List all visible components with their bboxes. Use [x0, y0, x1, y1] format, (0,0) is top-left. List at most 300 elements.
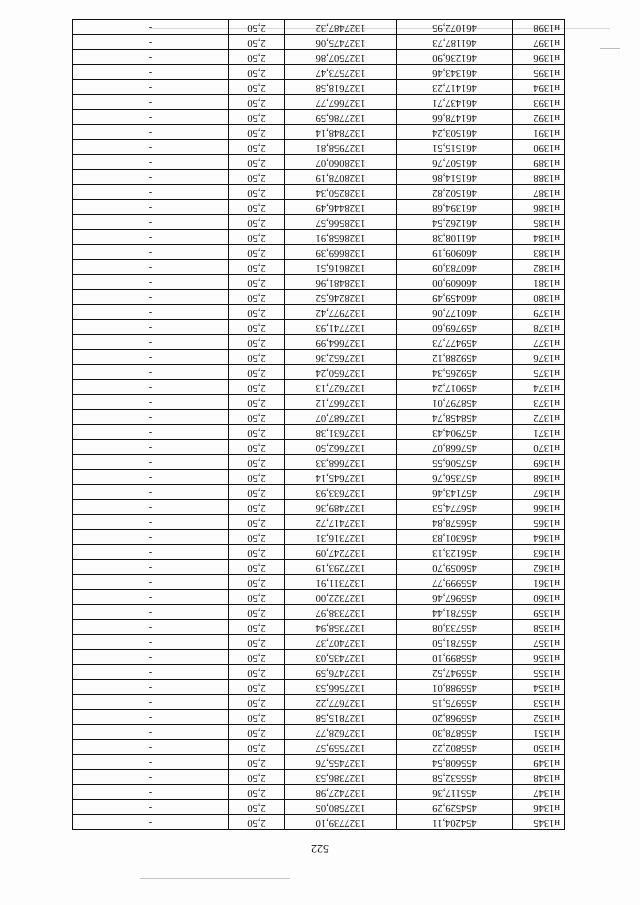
- note-cell: -: [73, 110, 229, 125]
- tolerance-cell: 2,50: [229, 530, 285, 545]
- point-id-cell: н1394: [513, 80, 565, 95]
- x-coordinate-cell: 460459,49: [397, 290, 513, 305]
- tolerance-cell: 2,50: [229, 605, 285, 620]
- tolerance-cell: 2,50: [229, 485, 285, 500]
- point-id-cell: н1385: [513, 215, 565, 230]
- x-coordinate-cell: 461503,24: [397, 125, 513, 140]
- y-coordinate-cell: 1327322,00: [285, 590, 397, 605]
- table-row: [73, 365, 565, 380]
- tolerance-cell: 2,50: [229, 635, 285, 650]
- point-id-cell: н1379: [513, 305, 565, 320]
- point-id-cell: н1371: [513, 425, 565, 440]
- x-coordinate-cell: 461417,23: [397, 80, 513, 95]
- tolerance-cell: 2,50: [229, 755, 285, 770]
- page-number: 522: [311, 842, 329, 856]
- tolerance-cell: 2,50: [229, 440, 285, 455]
- point-id-cell: н1398: [513, 20, 565, 35]
- table-row: [73, 320, 565, 335]
- y-coordinate-cell: 1328566,57: [285, 215, 397, 230]
- x-coordinate-cell: 459477,73: [397, 335, 513, 350]
- note-cell: -: [73, 755, 229, 770]
- x-coordinate-cell: 459288,12: [397, 350, 513, 365]
- note-cell: -: [73, 530, 229, 545]
- x-coordinate-cell: 456578,84: [397, 515, 513, 530]
- table-row: [73, 260, 565, 275]
- note-cell: -: [73, 665, 229, 680]
- y-coordinate-cell: 1327559,57: [285, 740, 397, 755]
- tolerance-cell: 2,50: [229, 335, 285, 350]
- x-coordinate-cell: 455781,50: [397, 635, 513, 650]
- x-coordinate-cell: 455968,20: [397, 710, 513, 725]
- x-coordinate-cell: 461394,68: [397, 200, 513, 215]
- note-cell: -: [73, 605, 229, 620]
- y-coordinate-cell: 1327435,03: [285, 650, 397, 665]
- point-id-cell: н1360: [513, 590, 565, 605]
- note-cell: -: [73, 320, 229, 335]
- y-coordinate-cell: 1327652,36: [285, 350, 397, 365]
- y-coordinate-cell: 1327668,33: [285, 455, 397, 470]
- tolerance-cell: 2,50: [229, 395, 285, 410]
- y-coordinate-cell: 1327650,24: [285, 365, 397, 380]
- table-row: [73, 95, 565, 110]
- note-cell: -: [73, 410, 229, 425]
- tolerance-cell: 2,50: [229, 350, 285, 365]
- point-id-cell: н1383: [513, 245, 565, 260]
- point-id-cell: н1356: [513, 650, 565, 665]
- note-cell: -: [73, 200, 229, 215]
- note-cell: -: [73, 380, 229, 395]
- y-coordinate-cell: 1327338,97: [285, 605, 397, 620]
- x-coordinate-cell: 460177,06: [397, 305, 513, 320]
- tolerance-cell: 2,50: [229, 515, 285, 530]
- y-coordinate-cell: 1327489,36: [285, 500, 397, 515]
- point-id-cell: н1347: [513, 785, 565, 800]
- note-cell: -: [73, 305, 229, 320]
- table-row: [73, 65, 565, 80]
- tolerance-cell: 2,50: [229, 185, 285, 200]
- point-id-cell: н1345: [513, 815, 565, 830]
- x-coordinate-cell: 457143,46: [397, 485, 513, 500]
- table-row: [73, 80, 565, 95]
- point-id-cell: н1388: [513, 170, 565, 185]
- table-row: [73, 425, 565, 440]
- y-coordinate-cell: 1328246,52: [285, 290, 397, 305]
- x-coordinate-cell: 461072,95: [397, 20, 513, 35]
- y-coordinate-cell: 1327386,53: [285, 770, 397, 785]
- table-row: [73, 815, 565, 830]
- note-cell: -: [73, 500, 229, 515]
- point-id-cell: н1361: [513, 575, 565, 590]
- note-cell: -: [73, 20, 229, 35]
- note-cell: -: [73, 155, 229, 170]
- note-cell: -: [73, 185, 229, 200]
- table-row: [73, 275, 565, 290]
- point-id-cell: н1364: [513, 530, 565, 545]
- note-cell: -: [73, 275, 229, 290]
- point-id-cell: н1380: [513, 290, 565, 305]
- table-row: [73, 20, 565, 35]
- note-cell: -: [73, 95, 229, 110]
- x-coordinate-cell: 455947,52: [397, 665, 513, 680]
- table-row: [73, 35, 565, 50]
- point-id-cell: н1372: [513, 410, 565, 425]
- tolerance-cell: 2,50: [229, 140, 285, 155]
- note-cell: -: [73, 425, 229, 440]
- tolerance-cell: 2,50: [229, 50, 285, 65]
- note-cell: -: [73, 395, 229, 410]
- note-cell: -: [73, 140, 229, 155]
- y-coordinate-cell: 1327958,81: [285, 140, 397, 155]
- note-cell: -: [73, 725, 229, 740]
- tolerance-cell: 2,50: [229, 740, 285, 755]
- point-id-cell: н1395: [513, 65, 565, 80]
- x-coordinate-cell: 455988,01: [397, 680, 513, 695]
- x-coordinate-cell: 457506,55: [397, 455, 513, 470]
- note-cell: -: [73, 125, 229, 140]
- y-coordinate-cell: 1327427,98: [285, 785, 397, 800]
- table-row: [73, 350, 565, 365]
- note-cell: -: [73, 740, 229, 755]
- point-id-cell: н1351: [513, 725, 565, 740]
- tolerance-cell: 2,50: [229, 260, 285, 275]
- x-coordinate-cell: 454529,29: [397, 800, 513, 815]
- y-coordinate-cell: 1327580,05: [285, 800, 397, 815]
- tolerance-cell: 2,50: [229, 290, 285, 305]
- note-cell: -: [73, 815, 229, 830]
- x-coordinate-cell: 461507,76: [397, 155, 513, 170]
- point-id-cell: н1382: [513, 260, 565, 275]
- x-coordinate-cell: 455532,58: [397, 770, 513, 785]
- table-row: [73, 170, 565, 185]
- x-coordinate-cell: 455733,08: [397, 620, 513, 635]
- table-row: [73, 665, 565, 680]
- table-row: [73, 695, 565, 710]
- tolerance-cell: 2,50: [229, 380, 285, 395]
- note-cell: -: [73, 50, 229, 65]
- x-coordinate-cell: 455899,10: [397, 650, 513, 665]
- note-cell: -: [73, 515, 229, 530]
- note-cell: -: [73, 335, 229, 350]
- y-coordinate-cell: 1327475,06: [285, 35, 397, 50]
- table-row: [73, 395, 565, 410]
- note-cell: -: [73, 620, 229, 635]
- y-coordinate-cell: 1327848,14: [285, 125, 397, 140]
- table-row: [73, 575, 565, 590]
- note-cell: -: [73, 785, 229, 800]
- tolerance-cell: 2,50: [229, 65, 285, 80]
- tolerance-cell: 2,50: [229, 725, 285, 740]
- tolerance-cell: 2,50: [229, 215, 285, 230]
- tolerance-cell: 2,50: [229, 230, 285, 245]
- tolerance-cell: 2,50: [229, 305, 285, 320]
- y-coordinate-cell: 1327631,38: [285, 425, 397, 440]
- table-row: [73, 455, 565, 470]
- point-id-cell: н1392: [513, 110, 565, 125]
- x-coordinate-cell: 461262,54: [397, 215, 513, 230]
- point-id-cell: н1367: [513, 485, 565, 500]
- point-id-cell: н1366: [513, 500, 565, 515]
- y-coordinate-cell: 1327628,77: [285, 725, 397, 740]
- y-coordinate-cell: 1327417,72: [285, 515, 397, 530]
- note-cell: -: [73, 575, 229, 590]
- note-cell: -: [73, 170, 229, 185]
- y-coordinate-cell: 1327977,42: [285, 305, 397, 320]
- table-row: [73, 755, 565, 770]
- x-coordinate-cell: 459017,24: [397, 380, 513, 395]
- note-cell: -: [73, 440, 229, 455]
- table-row: [73, 470, 565, 485]
- x-coordinate-cell: 459769,60: [397, 320, 513, 335]
- x-coordinate-cell: 459265,34: [397, 365, 513, 380]
- note-cell: -: [73, 545, 229, 560]
- table-row: [73, 215, 565, 230]
- y-coordinate-cell: 1327662,50: [285, 440, 397, 455]
- note-cell: -: [73, 80, 229, 95]
- table-row: [73, 335, 565, 350]
- note-cell: -: [73, 245, 229, 260]
- point-id-cell: н1365: [513, 515, 565, 530]
- y-coordinate-cell: 1327786,59: [285, 110, 397, 125]
- point-id-cell: н1390: [513, 140, 565, 155]
- x-coordinate-cell: 455967,46: [397, 590, 513, 605]
- point-id-cell: н1350: [513, 740, 565, 755]
- tolerance-cell: 2,50: [229, 365, 285, 380]
- y-coordinate-cell: 1327645,14: [285, 470, 397, 485]
- x-coordinate-cell: 455781,44: [397, 605, 513, 620]
- point-id-cell: н1355: [513, 665, 565, 680]
- x-coordinate-cell: 455878,30: [397, 725, 513, 740]
- tolerance-cell: 2,50: [229, 620, 285, 635]
- point-id-cell: н1396: [513, 50, 565, 65]
- point-id-cell: н1377: [513, 335, 565, 350]
- x-coordinate-cell: 461437,71: [397, 95, 513, 110]
- x-coordinate-cell: 460783,09: [397, 260, 513, 275]
- note-cell: -: [73, 35, 229, 50]
- y-coordinate-cell: 1327573,47: [285, 65, 397, 80]
- table-row: [73, 590, 565, 605]
- table-row: [73, 770, 565, 785]
- note-cell: -: [73, 590, 229, 605]
- point-id-cell: н1368: [513, 470, 565, 485]
- y-coordinate-cell: 1327618,58: [285, 80, 397, 95]
- y-coordinate-cell: 1328616,51: [285, 260, 397, 275]
- point-id-cell: н1363: [513, 545, 565, 560]
- table-row: [73, 560, 565, 575]
- point-id-cell: н1370: [513, 440, 565, 455]
- table-row: [73, 185, 565, 200]
- tolerance-cell: 2,50: [229, 80, 285, 95]
- point-id-cell: н1353: [513, 695, 565, 710]
- x-coordinate-cell: 457668,07: [397, 440, 513, 455]
- note-cell: -: [73, 350, 229, 365]
- table-row: [73, 50, 565, 65]
- y-coordinate-cell: 1327507,86: [285, 50, 397, 65]
- tolerance-cell: 2,50: [229, 245, 285, 260]
- tolerance-cell: 2,50: [229, 590, 285, 605]
- x-coordinate-cell: 461514,86: [397, 170, 513, 185]
- x-coordinate-cell: 455975,15: [397, 695, 513, 710]
- y-coordinate-cell: 1327667,12: [285, 395, 397, 410]
- table-row: [73, 125, 565, 140]
- tolerance-cell: 2,50: [229, 785, 285, 800]
- point-id-cell: н1349: [513, 755, 565, 770]
- note-cell: -: [73, 770, 229, 785]
- point-id-cell: н1357: [513, 635, 565, 650]
- y-coordinate-cell: 1327687,07: [285, 410, 397, 425]
- tolerance-cell: 2,50: [229, 320, 285, 335]
- point-id-cell: н1376: [513, 350, 565, 365]
- y-coordinate-cell: 1327627,13: [285, 380, 397, 395]
- tolerance-cell: 2,50: [229, 95, 285, 110]
- note-cell: -: [73, 800, 229, 815]
- y-coordinate-cell: 1328060,07: [285, 155, 397, 170]
- point-id-cell: н1352: [513, 710, 565, 725]
- point-id-cell: н1391: [513, 125, 565, 140]
- y-coordinate-cell: 1327677,22: [285, 695, 397, 710]
- table-row: [73, 800, 565, 815]
- tolerance-cell: 2,50: [229, 410, 285, 425]
- table-row: [73, 110, 565, 125]
- y-coordinate-cell: 1327311,91: [285, 575, 397, 590]
- y-coordinate-cell: 1328250,34: [285, 185, 397, 200]
- y-coordinate-cell: 1327566,53: [285, 680, 397, 695]
- y-coordinate-cell: 1327739,10: [285, 815, 397, 830]
- y-coordinate-cell: 1327476,59: [285, 665, 397, 680]
- y-coordinate-cell: 1328669,39: [285, 245, 397, 260]
- x-coordinate-cell: 455999,77: [397, 575, 513, 590]
- note-cell: -: [73, 215, 229, 230]
- y-coordinate-cell: 1328481,96: [285, 275, 397, 290]
- y-coordinate-cell: 1327247,09: [285, 545, 397, 560]
- tolerance-cell: 2,50: [229, 665, 285, 680]
- x-coordinate-cell: 461502,82: [397, 185, 513, 200]
- point-id-cell: н1362: [513, 560, 565, 575]
- point-id-cell: н1374: [513, 380, 565, 395]
- table-row: [73, 500, 565, 515]
- point-id-cell: н1397: [513, 35, 565, 50]
- table-row: [73, 440, 565, 455]
- tolerance-cell: 2,50: [229, 680, 285, 695]
- y-coordinate-cell: 1327664,99: [285, 335, 397, 350]
- tolerance-cell: 2,50: [229, 455, 285, 470]
- table-row: [73, 740, 565, 755]
- note-cell: -: [73, 650, 229, 665]
- note-cell: -: [73, 485, 229, 500]
- tolerance-cell: 2,50: [229, 170, 285, 185]
- note-cell: -: [73, 560, 229, 575]
- note-cell: -: [73, 680, 229, 695]
- x-coordinate-cell: 456301,83: [397, 530, 513, 545]
- table-row: [73, 680, 565, 695]
- table-row: [73, 485, 565, 500]
- table-row: [73, 725, 565, 740]
- y-coordinate-cell: 1328078,19: [285, 170, 397, 185]
- x-coordinate-cell: 456059,70: [397, 560, 513, 575]
- tolerance-cell: 2,50: [229, 470, 285, 485]
- table-row: [73, 635, 565, 650]
- table-row: [73, 155, 565, 170]
- table-row: [73, 380, 565, 395]
- y-coordinate-cell: 1327815,58: [285, 710, 397, 725]
- table-row: [73, 530, 565, 545]
- y-coordinate-cell: 1327455,76: [285, 755, 397, 770]
- coordinates-table: [72, 19, 565, 830]
- tolerance-cell: 2,50: [229, 800, 285, 815]
- tolerance-cell: 2,50: [229, 35, 285, 50]
- table-row: [73, 305, 565, 320]
- note-cell: -: [73, 695, 229, 710]
- tolerance-cell: 2,50: [229, 650, 285, 665]
- point-id-cell: н1381: [513, 275, 565, 290]
- x-coordinate-cell: 457356,76: [397, 470, 513, 485]
- point-id-cell: н1346: [513, 800, 565, 815]
- x-coordinate-cell: 458458,74: [397, 410, 513, 425]
- note-cell: -: [73, 65, 229, 80]
- tolerance-cell: 2,50: [229, 155, 285, 170]
- point-id-cell: н1393: [513, 95, 565, 110]
- point-id-cell: н1348: [513, 770, 565, 785]
- tolerance-cell: 2,50: [229, 545, 285, 560]
- table-row: [73, 515, 565, 530]
- table-row: [73, 650, 565, 665]
- table-row: [73, 140, 565, 155]
- y-coordinate-cell: 1328658,91: [285, 230, 397, 245]
- point-id-cell: н1375: [513, 365, 565, 380]
- x-coordinate-cell: 455802,22: [397, 740, 513, 755]
- x-coordinate-cell: 460909,19: [397, 245, 513, 260]
- note-cell: -: [73, 635, 229, 650]
- point-id-cell: н1389: [513, 155, 565, 170]
- table-row: [73, 620, 565, 635]
- tolerance-cell: 2,50: [229, 500, 285, 515]
- note-cell: -: [73, 710, 229, 725]
- tolerance-cell: 2,50: [229, 695, 285, 710]
- x-coordinate-cell: 461343,46: [397, 65, 513, 80]
- tolerance-cell: 2,50: [229, 575, 285, 590]
- x-coordinate-cell: 454204,11: [397, 815, 513, 830]
- table-row: [73, 410, 565, 425]
- y-coordinate-cell: 1328446,49: [285, 200, 397, 215]
- y-coordinate-cell: 1327487,32: [285, 20, 397, 35]
- tolerance-cell: 2,50: [229, 20, 285, 35]
- y-coordinate-cell: 1327293,19: [285, 560, 397, 575]
- table-row: [73, 245, 565, 260]
- table-row: [73, 200, 565, 215]
- note-cell: -: [73, 455, 229, 470]
- y-coordinate-cell: 1327667,77: [285, 95, 397, 110]
- x-coordinate-cell: 460609,00: [397, 275, 513, 290]
- point-id-cell: н1369: [513, 455, 565, 470]
- tolerance-cell: 2,50: [229, 200, 285, 215]
- point-id-cell: н1358: [513, 620, 565, 635]
- table-row: [73, 605, 565, 620]
- table-row: [73, 545, 565, 560]
- x-coordinate-cell: 455117,36: [397, 785, 513, 800]
- table-row: [73, 290, 565, 305]
- point-id-cell: н1359: [513, 605, 565, 620]
- x-coordinate-cell: 456123,13: [397, 545, 513, 560]
- tolerance-cell: 2,50: [229, 275, 285, 290]
- x-coordinate-cell: 461236,90: [397, 50, 513, 65]
- x-coordinate-cell: 456774,53: [397, 500, 513, 515]
- x-coordinate-cell: 458797,01: [397, 395, 513, 410]
- tolerance-cell: 2,50: [229, 710, 285, 725]
- point-id-cell: н1386: [513, 200, 565, 215]
- point-id-cell: н1384: [513, 230, 565, 245]
- point-id-cell: н1387: [513, 185, 565, 200]
- tolerance-cell: 2,50: [229, 560, 285, 575]
- note-cell: -: [73, 260, 229, 275]
